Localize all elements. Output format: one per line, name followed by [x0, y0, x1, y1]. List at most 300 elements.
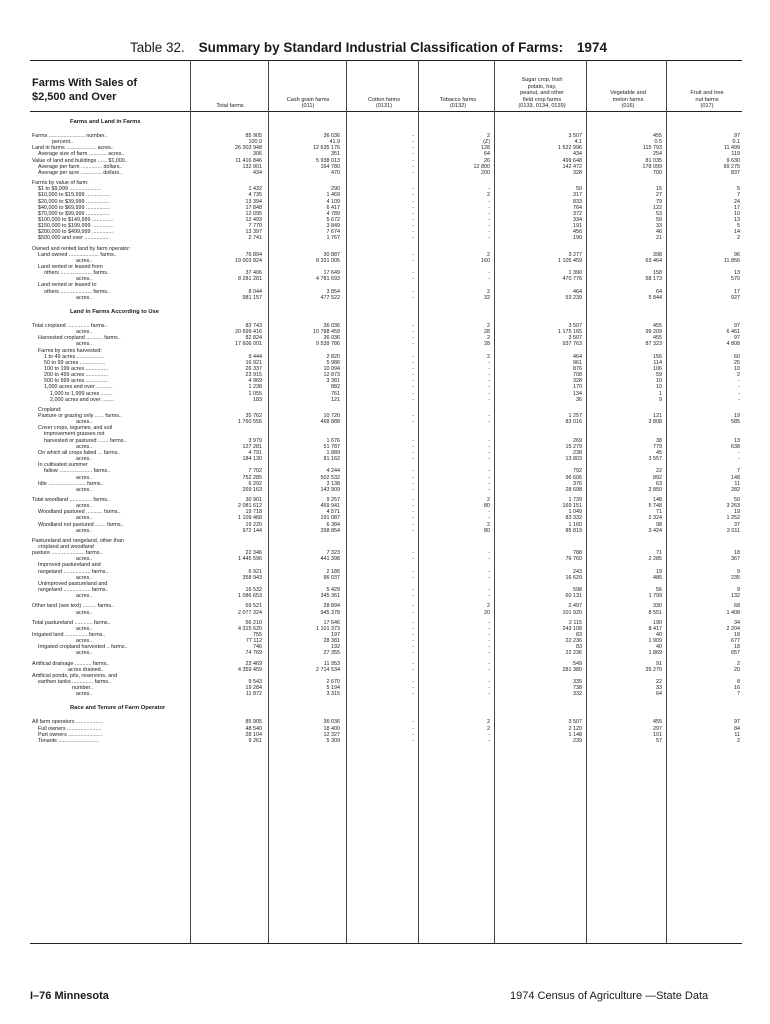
table-cell: 158 [653, 270, 662, 277]
table-cell: 17 [734, 288, 740, 295]
table-cell: 334 [573, 216, 582, 223]
table-cell: 2 [487, 603, 490, 610]
table-cell: 22 [656, 679, 662, 685]
table-cell: 48 540 [245, 725, 262, 732]
row-label: Farms by value of farm: [32, 180, 89, 187]
table-cell: 945 378 [320, 609, 340, 616]
table-cell: 9 257 [326, 496, 340, 503]
table-cell: 1 408 [726, 609, 740, 616]
table-cell: 132 [731, 593, 740, 600]
table-cell: 8 331 005 [316, 257, 340, 264]
table-cell: 1 522 996 [558, 145, 582, 152]
table-cell: 269 163 [242, 486, 262, 493]
row-label: acres.. [76, 486, 93, 493]
table-cell: - [412, 503, 414, 510]
table-cell: 470 [331, 169, 340, 176]
table-cell: - [488, 587, 490, 594]
table-cell: 892 [653, 474, 662, 481]
table-cell: 3 315 [326, 691, 340, 698]
table-cell: 2 [737, 737, 740, 744]
row-label: acres.. [76, 650, 93, 657]
table-cell: - [412, 437, 414, 444]
row-label: acres.. [76, 638, 93, 645]
table-cell: 1 238 [248, 384, 262, 391]
table-bottom-rule [30, 943, 742, 944]
table-cell: 148 [731, 474, 740, 481]
row-label: Artificial drainage ........... farms.. [32, 660, 110, 667]
table-cell: 11 953 [323, 660, 340, 667]
table-cell: 56 [656, 587, 662, 594]
table-cell: 290 [331, 186, 340, 193]
table-cell: 76 760 [565, 556, 582, 563]
table-cell: 1 799 [648, 593, 662, 600]
table-cell: 7 702 [248, 468, 262, 475]
table-cell: 2 [487, 521, 490, 528]
row-label: 200 to 499 acres ............... [44, 372, 109, 379]
row-label: $500,000 and over ................. [38, 235, 110, 242]
table-cell: 63 464 [645, 257, 662, 264]
table-cell: 35 270 [645, 666, 662, 673]
table-cell: 197 [331, 631, 340, 638]
table-cell: 83 [576, 644, 582, 651]
table-cell: 4 735 [248, 192, 262, 199]
subtitle-line: Farms With Sales of [32, 77, 138, 89]
table-cell: 12 493 [245, 216, 262, 223]
row-label: 100 to 199 acres ............... [44, 365, 109, 372]
row-label: Artificial ponds, pits, reservoirs, and [32, 672, 118, 679]
table-cell: 638 [731, 443, 740, 450]
table-cell: 46 [656, 229, 662, 236]
table-cell: 28 698 [565, 486, 582, 493]
table-cell: 1 175 165 [558, 329, 582, 336]
table-cell: 4 244 [326, 468, 340, 475]
table-cell: 9 [737, 587, 740, 594]
table-cell: 269 [573, 437, 582, 444]
table-cell: 2 [737, 372, 740, 379]
table-cell: 738 [573, 685, 582, 692]
row-label: acres.. [76, 574, 93, 581]
table-cell: 239 [573, 737, 582, 744]
table-cell: 9 261 [248, 737, 262, 744]
column-header-line: Fruit and tree [690, 90, 724, 97]
table-year: 1974 [576, 40, 607, 55]
column-header-line: (0131) [375, 103, 393, 110]
row-label: acres.. [76, 625, 93, 632]
column-header-line: field crop farms [522, 96, 562, 103]
table-cell: 2 [487, 133, 490, 139]
table-cell: 2 204 [726, 625, 740, 632]
table-cell: - [412, 650, 414, 657]
row-label: earthen tanks .............. farms.. [38, 679, 112, 685]
table-cell: 11 856 [723, 257, 740, 264]
table-cell: 3 507 [568, 335, 582, 342]
table-cell: 4 808 [726, 341, 740, 348]
table-cell: 8 551 [648, 609, 662, 616]
table-cell: - [488, 619, 490, 626]
table-cell: - [412, 486, 414, 493]
table-cell: - [488, 456, 490, 463]
row-label: acres.. [76, 691, 93, 698]
table-cell: 37 [734, 521, 740, 528]
table-cell: - [412, 192, 414, 199]
table-cell: 1 469 [326, 192, 340, 199]
table-cell: 1 390 [568, 270, 582, 277]
table-cell: 97 [734, 719, 740, 726]
table-cell: - [488, 443, 490, 450]
table-cell: 2 115 [568, 619, 582, 626]
row-label: acres.. [76, 443, 93, 450]
table-cell: - [738, 396, 740, 403]
table-cell: 115 793 [642, 145, 662, 152]
table-cell: 77 112 [245, 638, 262, 645]
table-cell: 2 850 [648, 486, 662, 493]
table-cell: 10 720 [323, 413, 340, 419]
row-label: improvement grasses not [44, 431, 105, 438]
table-cell: 5 748 [648, 503, 662, 510]
row-label: Part owners ....................... [38, 731, 103, 738]
row-label: Cover crops, legumes, and soil [38, 425, 113, 432]
table-cell: 5 672 [326, 216, 340, 223]
table-cell: 16 [734, 685, 740, 692]
table-cell: 56 210 [245, 619, 262, 626]
table-cell: 1 676 [326, 437, 340, 444]
table-cell: 21 [656, 235, 662, 242]
table-cell: - [412, 322, 414, 329]
table-cell: - [412, 204, 414, 211]
table-cell: 764 [573, 204, 582, 211]
table-cell: 38 [656, 437, 662, 444]
table-cell: - [738, 390, 740, 397]
table-cell: 1 049 [568, 509, 582, 516]
table-cell: 96 606 [565, 474, 582, 481]
column-header-line: (016) [621, 103, 635, 110]
table-cell: 45 [656, 449, 662, 456]
table-cell: 330 [653, 603, 662, 610]
table-cell: - [488, 223, 490, 230]
table-cell: 238 [573, 449, 582, 456]
table-cell: 14 [734, 229, 740, 236]
table-cell: 755 [253, 631, 262, 638]
row-label: 1 to 49 acres .................. [44, 353, 104, 360]
table-cell: 16 921 [245, 359, 262, 366]
table-cell: - [488, 625, 490, 632]
table-cell: - [488, 359, 490, 366]
table-cell: - [412, 660, 414, 667]
table-cell: - [488, 378, 490, 385]
table-cell: 26 337 [245, 365, 262, 372]
table-cell: - [412, 372, 414, 379]
table-cell: - [488, 419, 490, 426]
table-cell: 13 803 [565, 456, 582, 463]
table-cell: - [412, 574, 414, 581]
table-cell: 2 [487, 719, 490, 726]
table-cell: - [412, 631, 414, 638]
table-cell: 434 [573, 151, 582, 158]
table-cell: 372 [573, 210, 582, 217]
table-cell: 2 [487, 353, 490, 360]
row-label: acres.. [76, 609, 93, 616]
table-cell: 80 [484, 527, 490, 534]
table-cell: - [412, 151, 414, 158]
table-cell: 27 355 [323, 650, 340, 657]
row-label: Farms by acres harvested: [38, 347, 102, 354]
table-cell: 23 915 [245, 372, 262, 379]
table-cell: - [412, 210, 414, 217]
table-cell: 28 381 [323, 638, 340, 645]
table-cell: 12 635 176 [313, 145, 340, 152]
table-cell: 36 036 [323, 719, 340, 726]
table-cell: 2 741 [248, 235, 262, 242]
column-header-line: melon farms [612, 96, 644, 103]
table-cell: 76 894 [245, 251, 262, 258]
table-cell: 101 920 [562, 609, 582, 616]
table-cell: 477 522 [320, 294, 340, 301]
table-cell: - [488, 650, 490, 657]
table-cell: 20 [484, 609, 490, 616]
row-label: Total pastureland ............ farms.. [32, 619, 111, 626]
table-cell: 455 [653, 133, 662, 139]
table-cell: 41.9 [329, 139, 340, 146]
table-cell: 100.0 [248, 139, 262, 146]
table-cell: - [412, 593, 414, 600]
column-header-line: Cotton farms [367, 96, 401, 103]
table-cell: 549 [573, 660, 582, 667]
column-header-line: (0132) [449, 103, 467, 110]
table-cell: 1 432 [248, 186, 262, 193]
table-cell: 10 094 [323, 365, 340, 372]
table-cell: - [488, 449, 490, 456]
table-cell: 11 416 846 [235, 157, 262, 164]
table-cell: 30 901 [245, 496, 262, 503]
table-cell: 657 [731, 650, 740, 657]
table-cell: - [488, 216, 490, 223]
table-cell: 12 095 [245, 210, 262, 217]
column-header-4 [420, 66, 496, 110]
row-label: 1,000 acres and over ........... [44, 384, 113, 391]
row-label: Farms ........................ number.. [32, 133, 108, 139]
table-cell: 170 [573, 384, 582, 391]
table-cell: 11 [734, 480, 740, 487]
table-cell: - [412, 550, 414, 557]
table-cell: - [412, 556, 414, 563]
row-label: Woodland not pastured ....... farms.. [38, 521, 124, 528]
table-cell: - [488, 276, 490, 283]
table-cell: 4 791 [248, 449, 262, 456]
table-cell: - [488, 390, 490, 397]
table-cell: 6 384 [326, 521, 340, 528]
table-cell: 3 381 [326, 378, 340, 385]
table-cell: - [488, 198, 490, 205]
table-cell: 837 [731, 169, 740, 176]
table-cell: 459 941 [320, 503, 340, 510]
table-cell: - [488, 486, 490, 493]
table-cell: 2 186 [326, 568, 340, 575]
row-label: Total woodland ............... farms.. [32, 496, 110, 503]
table-cell: - [488, 480, 490, 487]
table-cell: 1 760 556 [238, 419, 262, 426]
table-cell: 6 921 [248, 568, 262, 575]
table-cell: 486 [653, 574, 662, 581]
table-cell: 97 [734, 322, 740, 329]
table-cell: 1 055 [248, 390, 262, 397]
table-cell: 328 [573, 169, 582, 176]
table-cell: 8 044 [248, 288, 262, 295]
table-cell: 3 557 [648, 456, 662, 463]
table-cell: 4 359 459 [238, 666, 262, 673]
table-cell: 101 [653, 731, 662, 738]
table-cell: 2 714 534 [316, 666, 340, 673]
table-cell: 22 346 [245, 550, 262, 557]
table-cell: 700 [653, 169, 662, 176]
table-cell: 11 872 [245, 691, 262, 698]
table-cell: - [412, 353, 414, 360]
row-label: $1 to $9,999 ..................... [38, 186, 101, 193]
table-cell: - [412, 474, 414, 481]
table-cell: 20 [734, 666, 740, 673]
table-cell: 22 236 [565, 650, 582, 657]
table-cell: 7 674 [326, 229, 340, 236]
table-cell: 85 905 [245, 719, 262, 726]
column-header-line: nut farms [695, 96, 719, 103]
table-cell: - [412, 509, 414, 516]
table-cell: 15 279 [565, 443, 582, 450]
table-cell: - [488, 593, 490, 600]
table-cell: 1 148 [568, 731, 582, 738]
table-cell: 127 281 [242, 443, 262, 450]
table-cell: - [412, 223, 414, 230]
table-cell: 13 394 [245, 198, 262, 205]
table-cell: 183 [253, 396, 262, 403]
table-cell: - [412, 139, 414, 146]
table-cell: 455 [653, 719, 662, 726]
table-cell: - [412, 133, 414, 139]
table-cell: - [488, 660, 490, 667]
table-cell: 3 277 [568, 251, 582, 258]
table-cell: - [488, 568, 490, 575]
row-label: Improved pastureland and [38, 562, 101, 569]
column-divider [268, 60, 269, 943]
table-cell: 3 263 [726, 503, 740, 510]
table-cell: 358 943 [242, 574, 262, 581]
table-cell: 317 [573, 192, 582, 199]
table-cell: 5 [737, 186, 740, 193]
table-cell: - [412, 384, 414, 391]
table-cell: - [412, 480, 414, 487]
table-cell: 134 [573, 390, 582, 397]
table-cell: 8 281 281 [238, 276, 262, 283]
table-cell: 455 [653, 335, 662, 342]
table-cell: 190 [573, 235, 582, 242]
table-cell: 99 209 [645, 329, 662, 336]
table-cell: 17 848 [245, 204, 262, 211]
table-cell: - [488, 186, 490, 193]
row-label: $150,000 to $199,999 .............. [38, 223, 113, 230]
row-label: $20,000 to $39,999 ................ [38, 198, 110, 205]
row-label: acres.. [76, 474, 93, 481]
table-cell: 33 [656, 223, 662, 230]
row-label: 500 to 999 acres ............... [44, 378, 109, 385]
row-label: $70,000 to $99,999 ................ [38, 210, 110, 217]
row-label: Other land (see text) ......... farms.. [32, 603, 115, 610]
table-cell: 11 499 [723, 145, 740, 152]
table-cell: - [488, 372, 490, 379]
table-cell: 6 461 [726, 329, 740, 336]
column-divider [666, 60, 667, 943]
row-label: fallow ...................... farms.. [44, 468, 111, 475]
table-cell: - [412, 396, 414, 403]
table-cell: 282 [731, 486, 740, 493]
table-cell: - [412, 198, 414, 205]
table-cell: 34 [734, 619, 740, 626]
table-cell: - [412, 276, 414, 283]
table-cell: 2 [487, 192, 490, 199]
table-cell: - [488, 396, 490, 403]
table-cell: 98 [656, 521, 662, 528]
row-label: acres.. [76, 276, 93, 283]
row-label: Pastureland and rangeland, other than [32, 537, 125, 544]
table-cell: 13 397 [245, 229, 262, 236]
table-cell: 184 130 [242, 456, 262, 463]
table-cell: - [488, 691, 490, 698]
table-cell: 9 539 786 [316, 341, 340, 348]
table-cell: 4.1 [574, 139, 582, 146]
table-cell: 24 [734, 198, 740, 205]
row-label: Land in farms .................... acres.. [32, 145, 114, 152]
table-cell: 2 820 [326, 353, 340, 360]
column-divider [418, 60, 419, 943]
table-cell: 1 109 468 [238, 515, 262, 522]
row-label: rangeland .................. farms.. [38, 587, 109, 594]
table-cell: 9 [659, 396, 662, 403]
table-cell: - [412, 378, 414, 385]
table-cell: 2 670 [326, 679, 340, 685]
table-cell: 80 [484, 503, 490, 510]
table-cell: - [488, 666, 490, 673]
table-cell: - [412, 679, 414, 685]
table-cell: 6 417 [326, 204, 340, 211]
table-cell: - [412, 186, 414, 193]
table-cell: 351 [331, 151, 340, 158]
table-cell: 99 275 [723, 163, 740, 170]
row-label: $10,000 to $19,999 ................ [38, 192, 110, 199]
table-cell: 19 003 824 [235, 257, 262, 264]
table-cell: 97 [734, 133, 740, 139]
table-cell: 3 507 [568, 322, 582, 329]
table-cell: - [412, 568, 414, 575]
table-cell: 16 629 [565, 574, 582, 581]
table-cell: - [488, 631, 490, 638]
row-label: acres.. [76, 593, 93, 600]
table-cell: 3 979 [248, 437, 262, 444]
table-cell: 63 [656, 480, 662, 487]
row-label: Irrigated cropland harvested .. farms.. [38, 644, 128, 651]
table-cell: 40 [656, 631, 662, 638]
table-cell: 752 285 [242, 474, 262, 481]
table-cell: 1 869 [648, 650, 662, 657]
table-cell: 434 [253, 169, 262, 176]
table-cell: - [488, 235, 490, 242]
row-label: acres.. [76, 341, 93, 348]
table-cell: - [412, 725, 414, 732]
table-cell: 28 [484, 341, 490, 348]
table-cell: 598 [573, 587, 582, 594]
table-cell: 927 [731, 294, 740, 301]
table-cell: 10 [734, 210, 740, 217]
table-cell: 306 [253, 151, 262, 158]
row-label: Average per acre .............. dollars.. [38, 169, 123, 176]
table-cell: 178 099 [642, 163, 662, 170]
source-note: 1974 Census of Agriculture —State Data [510, 990, 709, 1002]
